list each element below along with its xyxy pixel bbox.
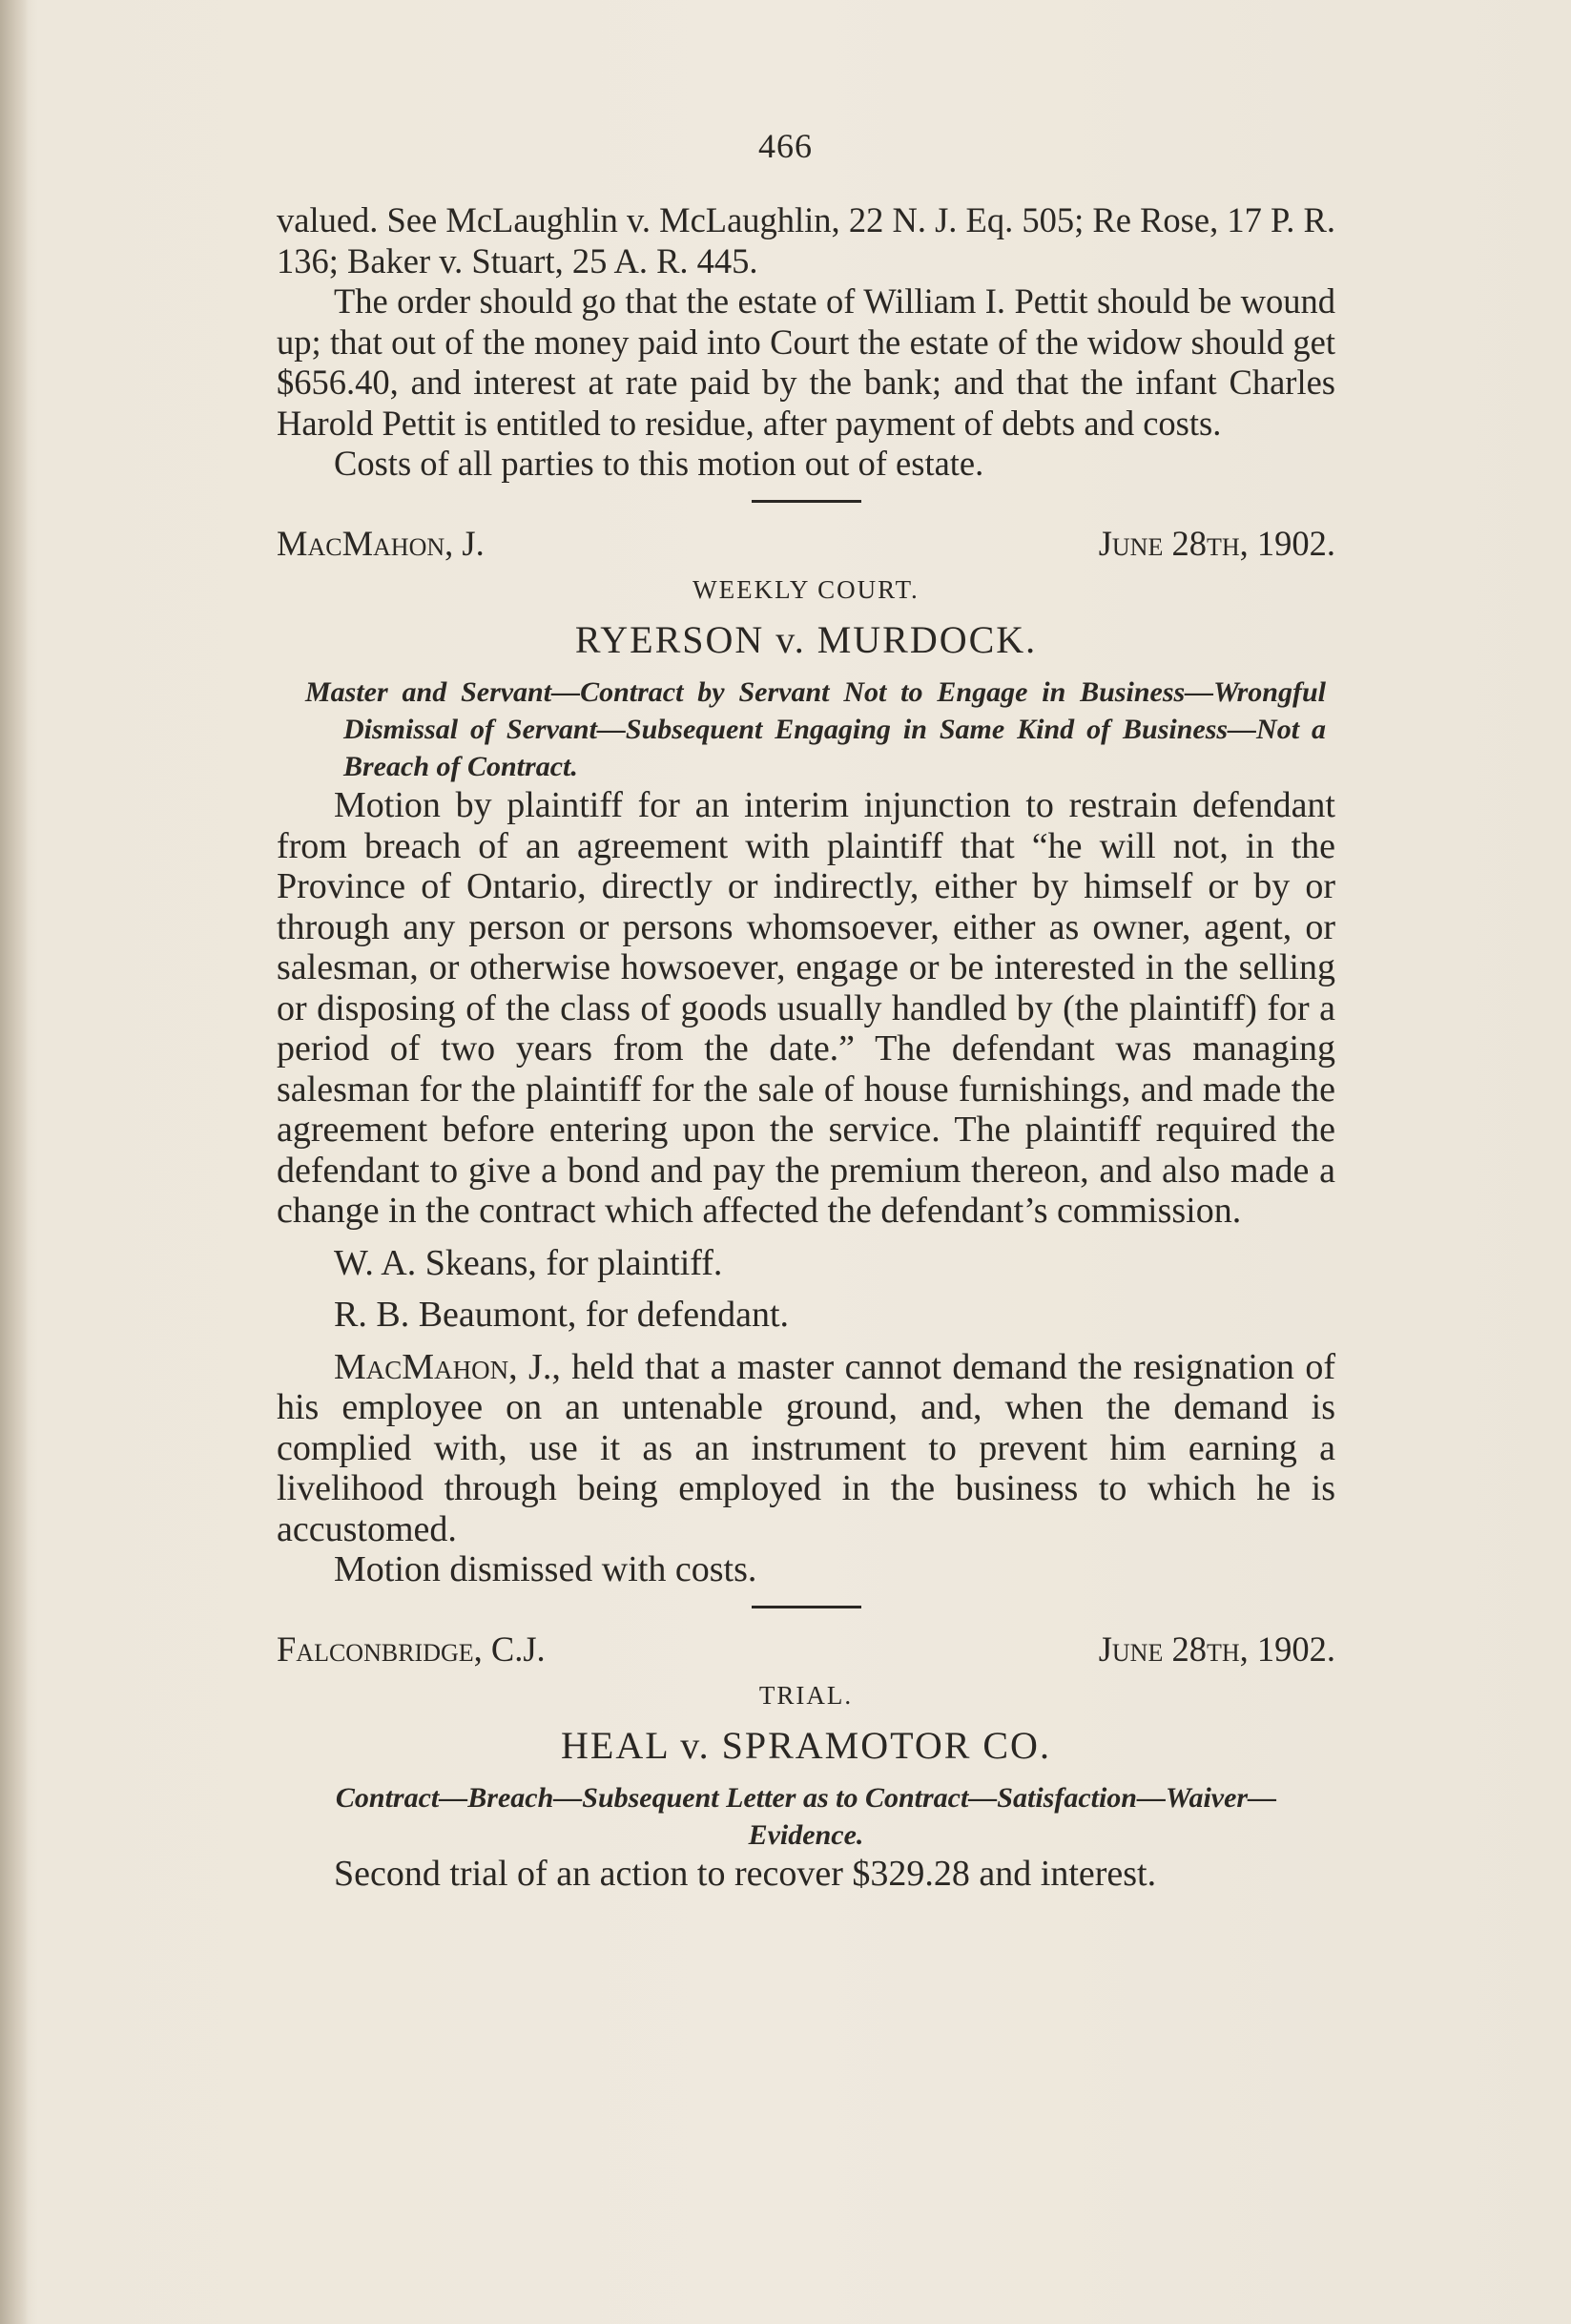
page-number: 466 bbox=[758, 127, 813, 165]
paragraph-citations: valued. See McLaughlin v. McLaughlin, 22 N. J. Eq. 505; Re Rose, 17 P. R. 136; Baker v. Stuart, 25 A. R. 445. bbox=[277, 200, 1335, 280]
judge-name: MacMahon, J. bbox=[277, 523, 485, 563]
court-name: WEEKLY COURT. bbox=[692, 575, 920, 604]
holding-judge: MacMahon, J., bbox=[334, 1346, 561, 1387]
paragraph-order: The order should go that the estate of William I. Pettit should be wound up; that out of the money paid into Court the estate of the widow should get $656.40, and interest at rate paid by the bank; and that the infant Charles Harold Pettit is entitled to residue, after payment of debts and costs. bbox=[277, 281, 1335, 443]
paragraph-costs: Costs of all parties to this motion out of estate. bbox=[334, 444, 984, 483]
case-title: HEAL v. SPRAMOTOR CO. bbox=[561, 1723, 1051, 1767]
decision-date: June 28th, 1902. bbox=[1098, 1629, 1335, 1669]
counsel-plaintiff: W. A. Skeans, for plaintiff. bbox=[334, 1242, 723, 1283]
holding bbox=[277, 1347, 1335, 1550]
case-title: RYERSON v. MURDOCK. bbox=[574, 617, 1038, 661]
counsel-defendant: R. B. Beaumont, for defendant. bbox=[334, 1295, 790, 1335]
page-body bbox=[277, 200, 1335, 1895]
result: Motion dismissed with costs. bbox=[334, 1549, 757, 1589]
case-header-heal bbox=[277, 1629, 1335, 1670]
catchwords: Contract—Breach—Subsequent Letter as to Contract—Satisfaction—Waiver—Evidence. bbox=[335, 1782, 1277, 1851]
decision-date: June 28th, 1902. bbox=[1098, 523, 1335, 563]
case-statement: Motion by plaintiff for an interim injunction to restrain defendant from breach of an agreement with plaintiff that “he will not, in the Province of Ontario, directly or indirectly, either by himself or by or through any person or persons whomsoever, either as owner, agent, or salesman, or otherwise howsoever, engage or be interested in the selling or disposing of the class of goods usually handled by (the plaintiff) for a period of two years from the date.” The defendant was managing salesman for the plaintiff for the sale of house furnishings, and made the agreement before entering upon the service. The plaintiff required the defendant to give a bond and pay the premium thereon, and also made a change in the contract which affected the defendant’s commission. bbox=[277, 785, 1335, 1231]
book-spine-shadow bbox=[0, 0, 29, 2324]
case-body-ryerson bbox=[277, 785, 1335, 1590]
section-divider bbox=[752, 500, 861, 503]
holding-text: held that a master cannot demand the resignation of his employee on an untenable ground, and, when the demand is complied with, use it as an instrument to prevent him earning a livelihood through being employed in the business to which he is accustomed. bbox=[277, 1346, 1335, 1549]
judge-name: Falconbridge, C.J. bbox=[277, 1629, 546, 1669]
case-body-heal bbox=[277, 1854, 1335, 1895]
catchwords: Master and Servant—Contract by Servant Not to Engage in Business—Wrongful Dismissal of Servant—Subsequent Engaging in Same Kind of Business—Not a Breach of Contract. bbox=[305, 676, 1326, 782]
court-name: TRIAL. bbox=[758, 1681, 854, 1710]
case-statement: Second trial of an action to recover $329.28 and interest. bbox=[334, 1854, 1157, 1894]
case-header-ryerson bbox=[277, 524, 1335, 565]
section-divider bbox=[752, 1606, 861, 1608]
